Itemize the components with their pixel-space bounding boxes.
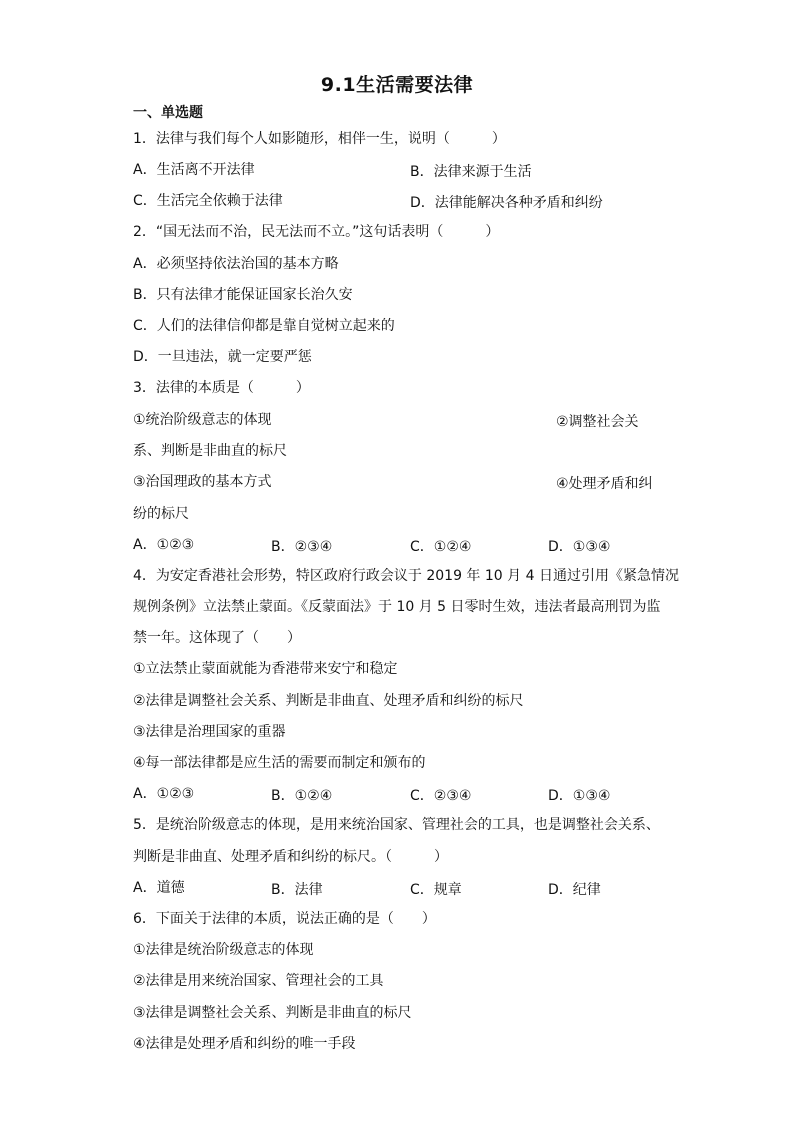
question-6-statement-1: ①法律是统治阶级意志的体现 [133, 942, 314, 958]
question-3-option-b: B．②③④ [271, 539, 333, 555]
question-5-option-c: C．规章 [410, 882, 462, 898]
question-4-statement-4: ④每一部法律都是应生活的需要而制定和颁布的 [133, 755, 426, 771]
page-title: 9.1生活需要法律 [320, 74, 474, 96]
question-1-option-d: D．法律能解决各种矛盾和纠纷 [410, 195, 603, 211]
question-4-option-a: A．①②③ [133, 786, 195, 802]
question-2-option-d: D．一旦违法，就一定要严惩 [133, 349, 312, 365]
question-1-option-c: C．生活完全依赖于法律 [133, 193, 283, 209]
question-5-stem-line-2: 判断是非曲直、处理矛盾和纠纷的标尺。（ ） [133, 849, 448, 865]
question-3-statement-4-end: 纷的标尺 [133, 506, 189, 522]
question-5-option-a: A．道德 [133, 880, 185, 896]
question-4-statement-3: ③法律是治理国家的重器 [133, 724, 286, 740]
question-4-statement-1: ①立法禁止蒙面就能为香港带来安宁和稳定 [133, 661, 398, 677]
question-3-option-d: D．①③④ [548, 539, 611, 555]
question-4-option-b: B．①②④ [271, 788, 333, 804]
question-4-option-c: C．②③④ [410, 788, 472, 804]
question-5-option-b: B．法律 [271, 882, 323, 898]
question-3-option-c: C．①②④ [410, 539, 472, 555]
question-4-stem-line-2: 规例条例》立法禁止蒙面。《反蒙面法》于 10 月 5 日零时生效，违法者最高刑罚为监 [133, 599, 661, 615]
question-5-stem-line-1: 5．是统治阶级意志的体现，是用来统治国家、管理社会的工具，也是调整社会关系、 [133, 817, 660, 833]
question-6-statement-2: ②法律是用来统治国家、管理社会的工具 [133, 973, 384, 989]
question-1-stem: 1．法律与我们每个人如影随形，相伴一生，说明（ ） [133, 131, 506, 147]
question-4-option-d: D．①③④ [548, 788, 611, 804]
question-2-option-b: B．只有法律才能保证国家长治久安 [133, 287, 353, 303]
question-2-option-c: C．人们的法律信仰都是靠自觉树立起来的 [133, 318, 395, 334]
question-1-option-b: B．法律来源于生活 [410, 164, 532, 180]
question-3-statement-1: ①统治阶级意志的体现 [133, 412, 272, 428]
question-3-statement-2-start: ②调整社会关 [556, 414, 639, 430]
question-6-stem: 6．下面关于法律的本质，说法正确的是（ ） [133, 911, 436, 927]
question-4-statement-2: ②法律是调整社会关系、判断是非曲直、处理矛盾和纠纷的标尺 [133, 693, 524, 709]
question-2-stem: 2．“国无法而不治，民无法而不立。”这句话表明（ ） [133, 224, 500, 240]
question-1-option-a: A．生活离不开法律 [133, 162, 255, 178]
question-6-statement-3: ③法律是调整社会关系、判断是非曲直的标尺 [133, 1005, 412, 1021]
question-3-option-a: A．①②③ [133, 537, 195, 553]
question-3-statement-3: ③治国理政的基本方式 [133, 474, 272, 490]
question-4-stem-line-1: 4．为安定香港社会形势，特区政府行政会议于 2019 年 10 月 4 日通过引用《紧急情况 [133, 568, 679, 584]
question-3-statement-4-start: ④处理矛盾和纠 [556, 476, 653, 492]
question-3-statement-2-end: 系、判断是非曲直的标尺 [133, 443, 287, 459]
question-5-option-d: D．纪律 [548, 882, 601, 898]
question-2-option-a: A．必须坚持依法治国的基本方略 [133, 256, 339, 272]
question-3-stem: 3．法律的本质是（ ） [133, 380, 310, 396]
section-heading: 一、单选题 [133, 105, 203, 121]
question-6-statement-4: ④法律是处理矛盾和纠纷的唯一手段 [133, 1036, 356, 1052]
question-4-stem-line-3: 禁一年。这体现了（ ） [133, 630, 301, 646]
